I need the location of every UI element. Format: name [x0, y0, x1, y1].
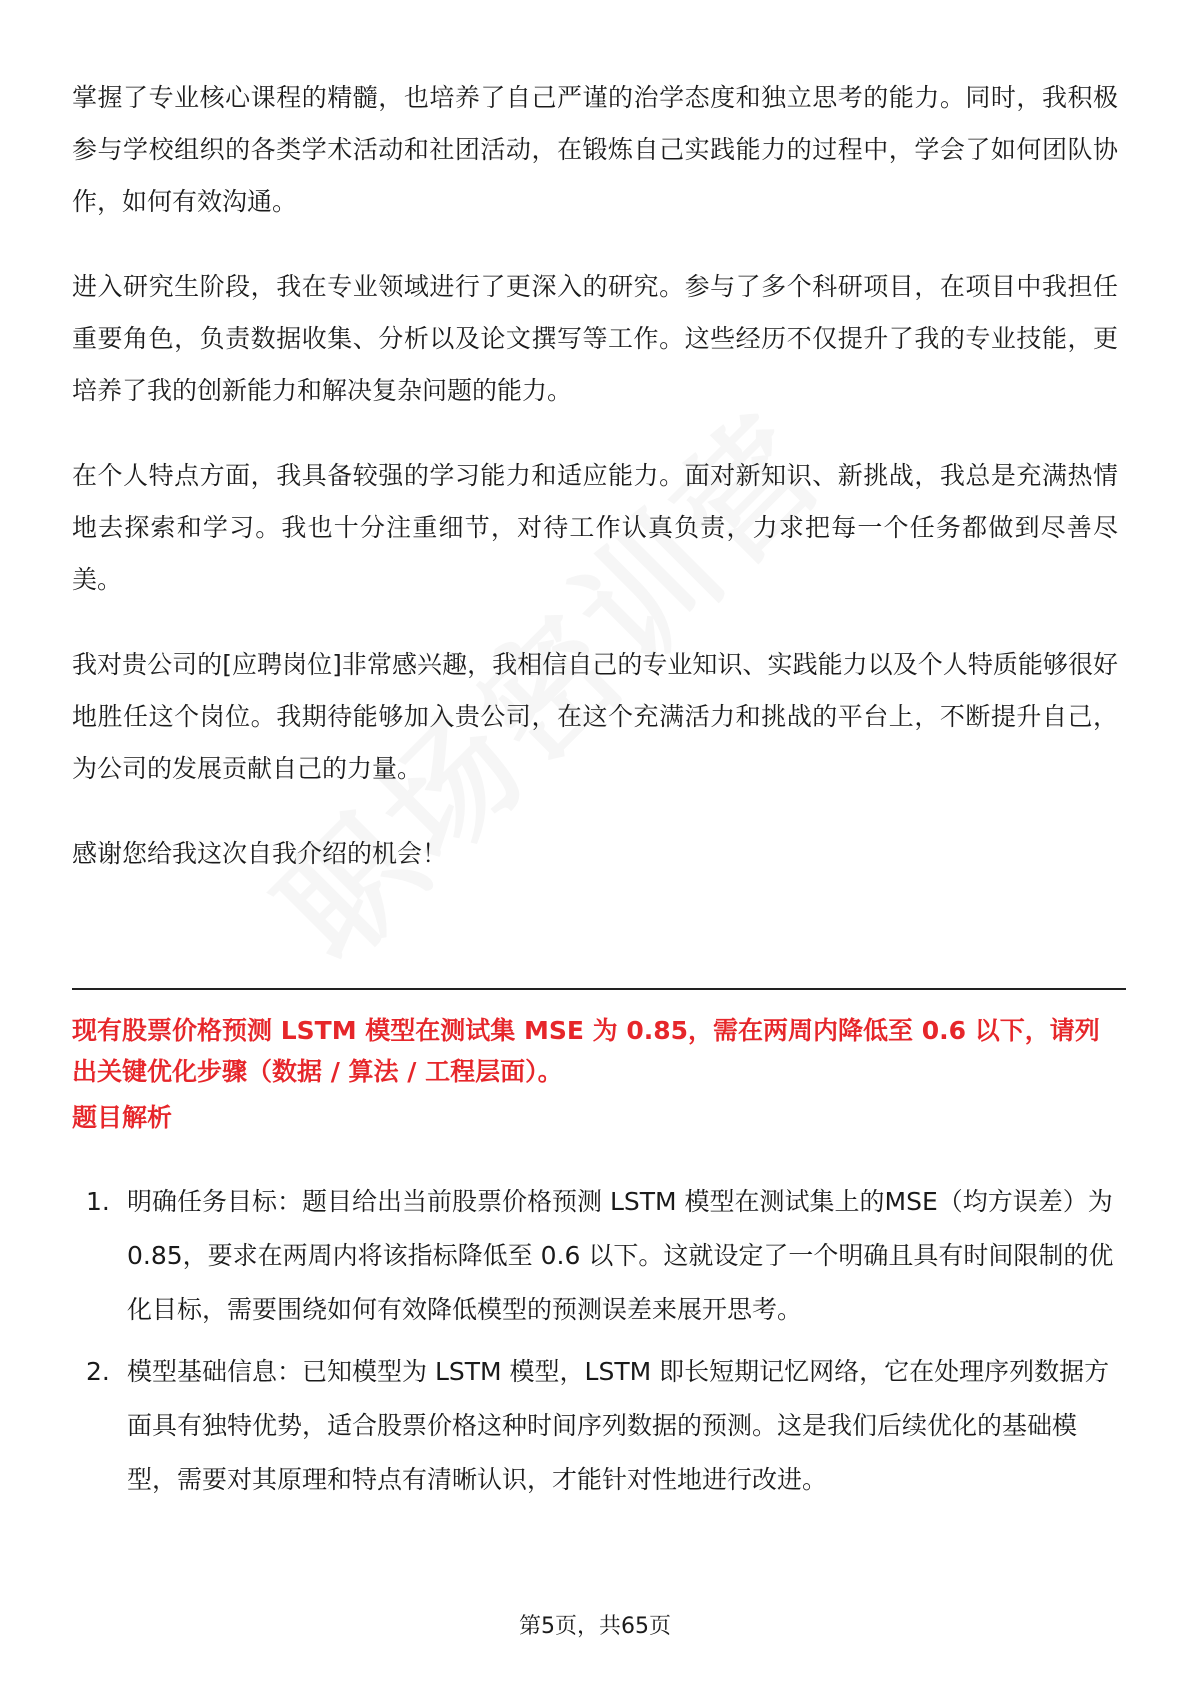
- cover-letter-text: [72, 72, 1118, 880]
- page-number: 第5页，共65页: [519, 1614, 671, 1639]
- paragraph-3: 在个人特点方面，我具备较强的学习能力和适应能力。面对新知识、新挑战，我总是充满热情地去探索和学习。我也十分注重细节，对待工作认真负责，力求把每一个任务都做到尽善尽美。: [72, 461, 1118, 594]
- list-item: [72, 1175, 1118, 1337]
- list-item-text: 明确任务目标：题目给出当前股票价格预测 LSTM 模型在测试集上的MSE（均方误差）为 0.85，要求在两周内将该指标降低至 0.6 以下。这就设定了一个明确且具有时间限制的优化目标，需要围绕如何有效降低模型的预测误差来展开思考。: [127, 1187, 1114, 1324]
- list-item: [72, 1345, 1118, 1507]
- paragraph-4: 我对贵公司的[应聘岗位]非常感兴趣，我相信自己的专业知识、实践能力以及个人特质能够很好地胜任这个岗位。我期待能够加入贵公司，在这个充满活力和挑战的平台上，不断提升自己，为公司的发展贡献自己的力量。: [72, 650, 1118, 783]
- paragraph-5: 感谢您给我这次自我介绍的机会！: [72, 839, 448, 868]
- list-item-number: 2.: [86, 1357, 110, 1386]
- section-divider: [72, 988, 1126, 990]
- interview-question: 现有股票价格预测 LSTM 模型在测试集 MSE 为 0.85，需在两周内降低至 0.6 以下，请列出关键优化步骤（数据 / 算法 / 工程层面）。: [72, 1016, 1100, 1086]
- analysis-list: [72, 1175, 1118, 1515]
- analysis-title: 题目解析: [72, 1103, 173, 1132]
- paragraph-1: 掌握了专业核心课程的精髓，也培养了自己严谨的治学态度和独立思考的能力。同时，我积极参与学校组织的各类学术活动和社团活动，在锻炼自己实践能力的过程中，学会了如何团队协作，如何有效沟通。: [72, 83, 1118, 216]
- list-item-text: 模型基础信息：已知模型为 LSTM 模型，LSTM 即长短期记忆网络，它在处理序列数据方面具有独特优势，适合股票价格这种时间序列数据的预测。这是我们后续优化的基础模型，需要对其原理和特点有清晰认识，才能针对性地进行改进。: [127, 1357, 1110, 1494]
- paragraph-2: 进入研究生阶段，我在专业领域进行了更深入的研究。参与了多个科研项目，在项目中我担任重要角色，负责数据收集、分析以及论文撰写等工作。这些经历不仅提升了我的专业技能，更培养了我的创新能力和解决复杂问题的能力。: [72, 272, 1118, 405]
- list-item-number: 1.: [86, 1187, 110, 1216]
